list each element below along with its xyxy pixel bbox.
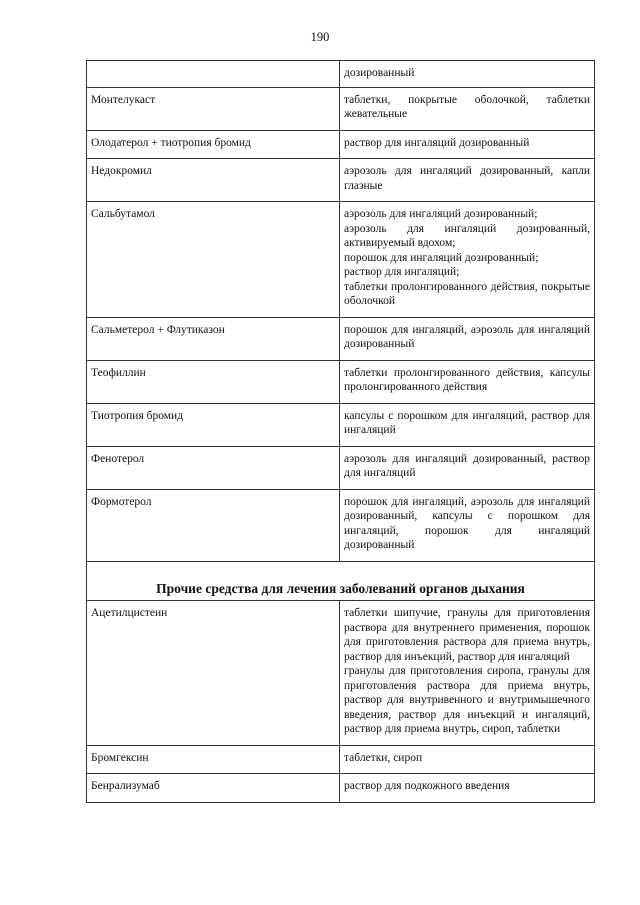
drug-name-cell: Теофиллин (87, 360, 340, 403)
dosage-form-text: аэрозоль для ингаляций дозированный; (344, 208, 538, 220)
drug-name-cell: Ацетилцистеин (87, 601, 340, 746)
table-row (87, 403, 595, 446)
dosage-form-text: аэрозоль для ингаляций дозированный, раствор для ингаляций (344, 452, 590, 479)
dosage-form-cell (340, 159, 595, 202)
dosage-form-cell (340, 601, 595, 746)
dosage-form-text: таблетки шипучие, гранулы для приготовления раствора для внутреннего применения, порошок для приготовления раствора для приема внутрь, раствор для инъекций, раствор для ингаляций (344, 607, 590, 663)
table-row (87, 317, 595, 360)
table-row (87, 87, 595, 130)
dosage-form-cell (340, 489, 595, 561)
table-row (87, 61, 595, 88)
dosage-form-text: таблетки пролонгированного действия, капсулы пролонгированного действия (344, 366, 590, 393)
drug-name-cell: Формотерол (87, 489, 340, 561)
dosage-form-text: аэрозоль для ингаляций дозированный, капли глазные (344, 165, 590, 192)
dosage-form-cell (340, 130, 595, 159)
table-row (87, 446, 595, 489)
drug-name-cell: Сальбутамол (87, 202, 340, 318)
drug-name-cell: Монтелукаст (87, 87, 340, 130)
table-row (87, 159, 595, 202)
table-row (87, 774, 595, 803)
drug-name-cell: Недокромил (87, 159, 340, 202)
dosage-form-text: таблетки пролонгированного действия, покрытые оболочкой (344, 280, 590, 307)
dosage-form-text: таблетки, покрытые оболочкой, таблетки жевательные (344, 93, 590, 120)
dosage-form-text: раствор для ингаляций; (344, 266, 460, 278)
drug-name-cell: Фенотерол (87, 446, 340, 489)
drug-name-cell: Бромгексин (87, 745, 340, 774)
dosage-form-text: таблетки, сироп (344, 751, 423, 764)
dosage-form-cell (340, 317, 595, 360)
drug-name-cell (87, 61, 340, 88)
table-row (87, 489, 595, 561)
section-heading-row (87, 561, 595, 601)
dosage-form-text: капсулы с порошком для ингаляций, раствор для ингаляций (344, 409, 590, 436)
table-row (87, 360, 595, 403)
drug-name-cell: Бенрализумаб (87, 774, 340, 803)
page-number: 190 (310, 30, 330, 44)
dosage-form-text: порошок для ингаляций, аэрозоль для ингаляций дозированный, капсулы с порошком для ингаляций, порошок для ингаляций дозированный (344, 495, 590, 551)
dosage-form-cell (340, 360, 595, 403)
dosage-form-text: аэрозоль для ингаляций дозированный, активируемый вдохом; (344, 222, 590, 249)
drug-name-cell: Сальметерол + Флутиказон (87, 317, 340, 360)
table-row (87, 130, 595, 159)
medication-table (86, 60, 595, 803)
dosage-form-text: раствор для подкожного введения (344, 780, 510, 792)
dosage-form-text: порошок для ингаляций дозированный; (344, 251, 539, 264)
drug-name-cell: Тиотропия бромид (87, 403, 340, 446)
table-row (87, 745, 595, 774)
table-row (87, 601, 595, 746)
table-row (87, 202, 595, 318)
dosage-form-cell (340, 87, 595, 130)
dosage-form-cell (340, 446, 595, 489)
dosage-form-text: гранулы для приготовления сиропа, гранулы для приготовления раствора для приема внутрь, раствор для внутривенного и внутримышечного введения, раствор для инъекций и ингаляций, раствор для приема внутрь, сироп, таблетки (344, 665, 590, 735)
dosage-form-cell (340, 202, 595, 318)
dosage-form-text: дозированный (344, 67, 415, 79)
dosage-form-text: раствор для ингаляций дозированный (344, 136, 530, 149)
dosage-form-cell (340, 745, 595, 774)
dosage-form-cell (340, 61, 595, 88)
dosage-form-cell (340, 403, 595, 446)
drug-name-cell: Олодатерол + тиотропия бромид (87, 130, 340, 159)
section-heading: Прочие средства для лечения заболеваний органов дыхания (87, 561, 595, 601)
dosage-form-text: порошок для ингаляций, аэрозоль для ингаляций дозированный (344, 323, 590, 350)
dosage-form-cell (340, 774, 595, 803)
